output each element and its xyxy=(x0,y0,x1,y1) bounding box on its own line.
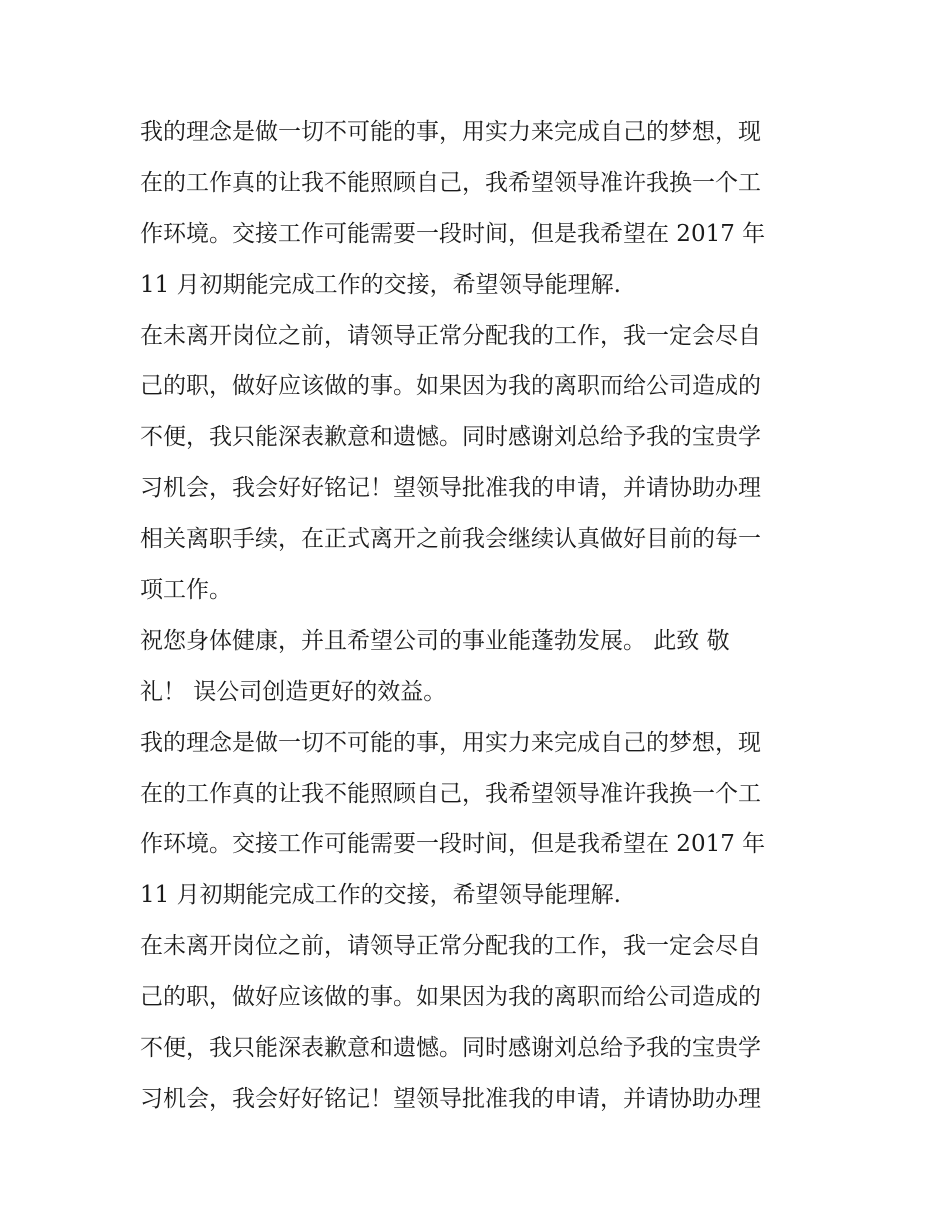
text-line: 在的工作真的让我不能照顾自己，我希望领导准许我换一个工 xyxy=(140,169,761,196)
text-line: 项工作。 xyxy=(140,577,232,604)
text-line: 作环境。交接工作可能需要一段时间，但是我希望在 2017 年 xyxy=(140,220,766,247)
text-line: 习机会，我会好好铭记！望领导批准我的申请，并请协助办理 xyxy=(140,475,761,502)
text-line: 作环境。交接工作可能需要一段时间，但是我希望在 2017 年 xyxy=(140,831,766,858)
text-line: 我的理念是做一切不可能的事，用实力来完成自己的梦想，现 xyxy=(140,119,761,145)
text-line: 不便，我只能深表歉意和遗憾。同时感谢刘总给予我的宝贵学 xyxy=(140,424,761,451)
text-line: 祝您身体健康，并且希望公司的事业能蓬勃发展。 此致 敬 xyxy=(140,627,730,654)
text-line: 己的职，做好应该做的事。如果因为我的离职而给公司造成的 xyxy=(140,373,761,400)
text-line: 11 月初期能完成工作的交接，希望领导能理解. xyxy=(140,882,621,909)
text-line: 我的理念是做一切不可能的事，用实力来完成自己的梦想，现 xyxy=(140,729,761,756)
text-line: 己的职，做好应该做的事。如果因为我的离职而给公司造成的 xyxy=(140,984,761,1011)
text-line: 在的工作真的让我不能照顾自己，我希望领导准许我换一个工 xyxy=(140,780,761,807)
document-body xyxy=(140,107,820,1125)
text-line: 礼！ 误公司创造更好的效益。 xyxy=(140,678,447,705)
text-line: 习机会，我会好好铭记！望领导批准我的申请，并请协助办理 xyxy=(140,1085,761,1112)
text-line: 11 月初期能完成工作的交接，希望领导能理解. xyxy=(140,271,621,298)
text-line: 相关离职手续，在正式离开之前我会继续认真做好目前的每一 xyxy=(140,526,761,553)
text-line: 在未离开岗位之前，请领导正常分配我的工作，我一定会尽自 xyxy=(140,933,761,960)
text-line: 在未离开岗位之前，请领导正常分配我的工作，我一定会尽自 xyxy=(140,322,761,349)
text-line: 不便，我只能深表歉意和遗憾。同时感谢刘总给予我的宝贵学 xyxy=(140,1035,761,1062)
